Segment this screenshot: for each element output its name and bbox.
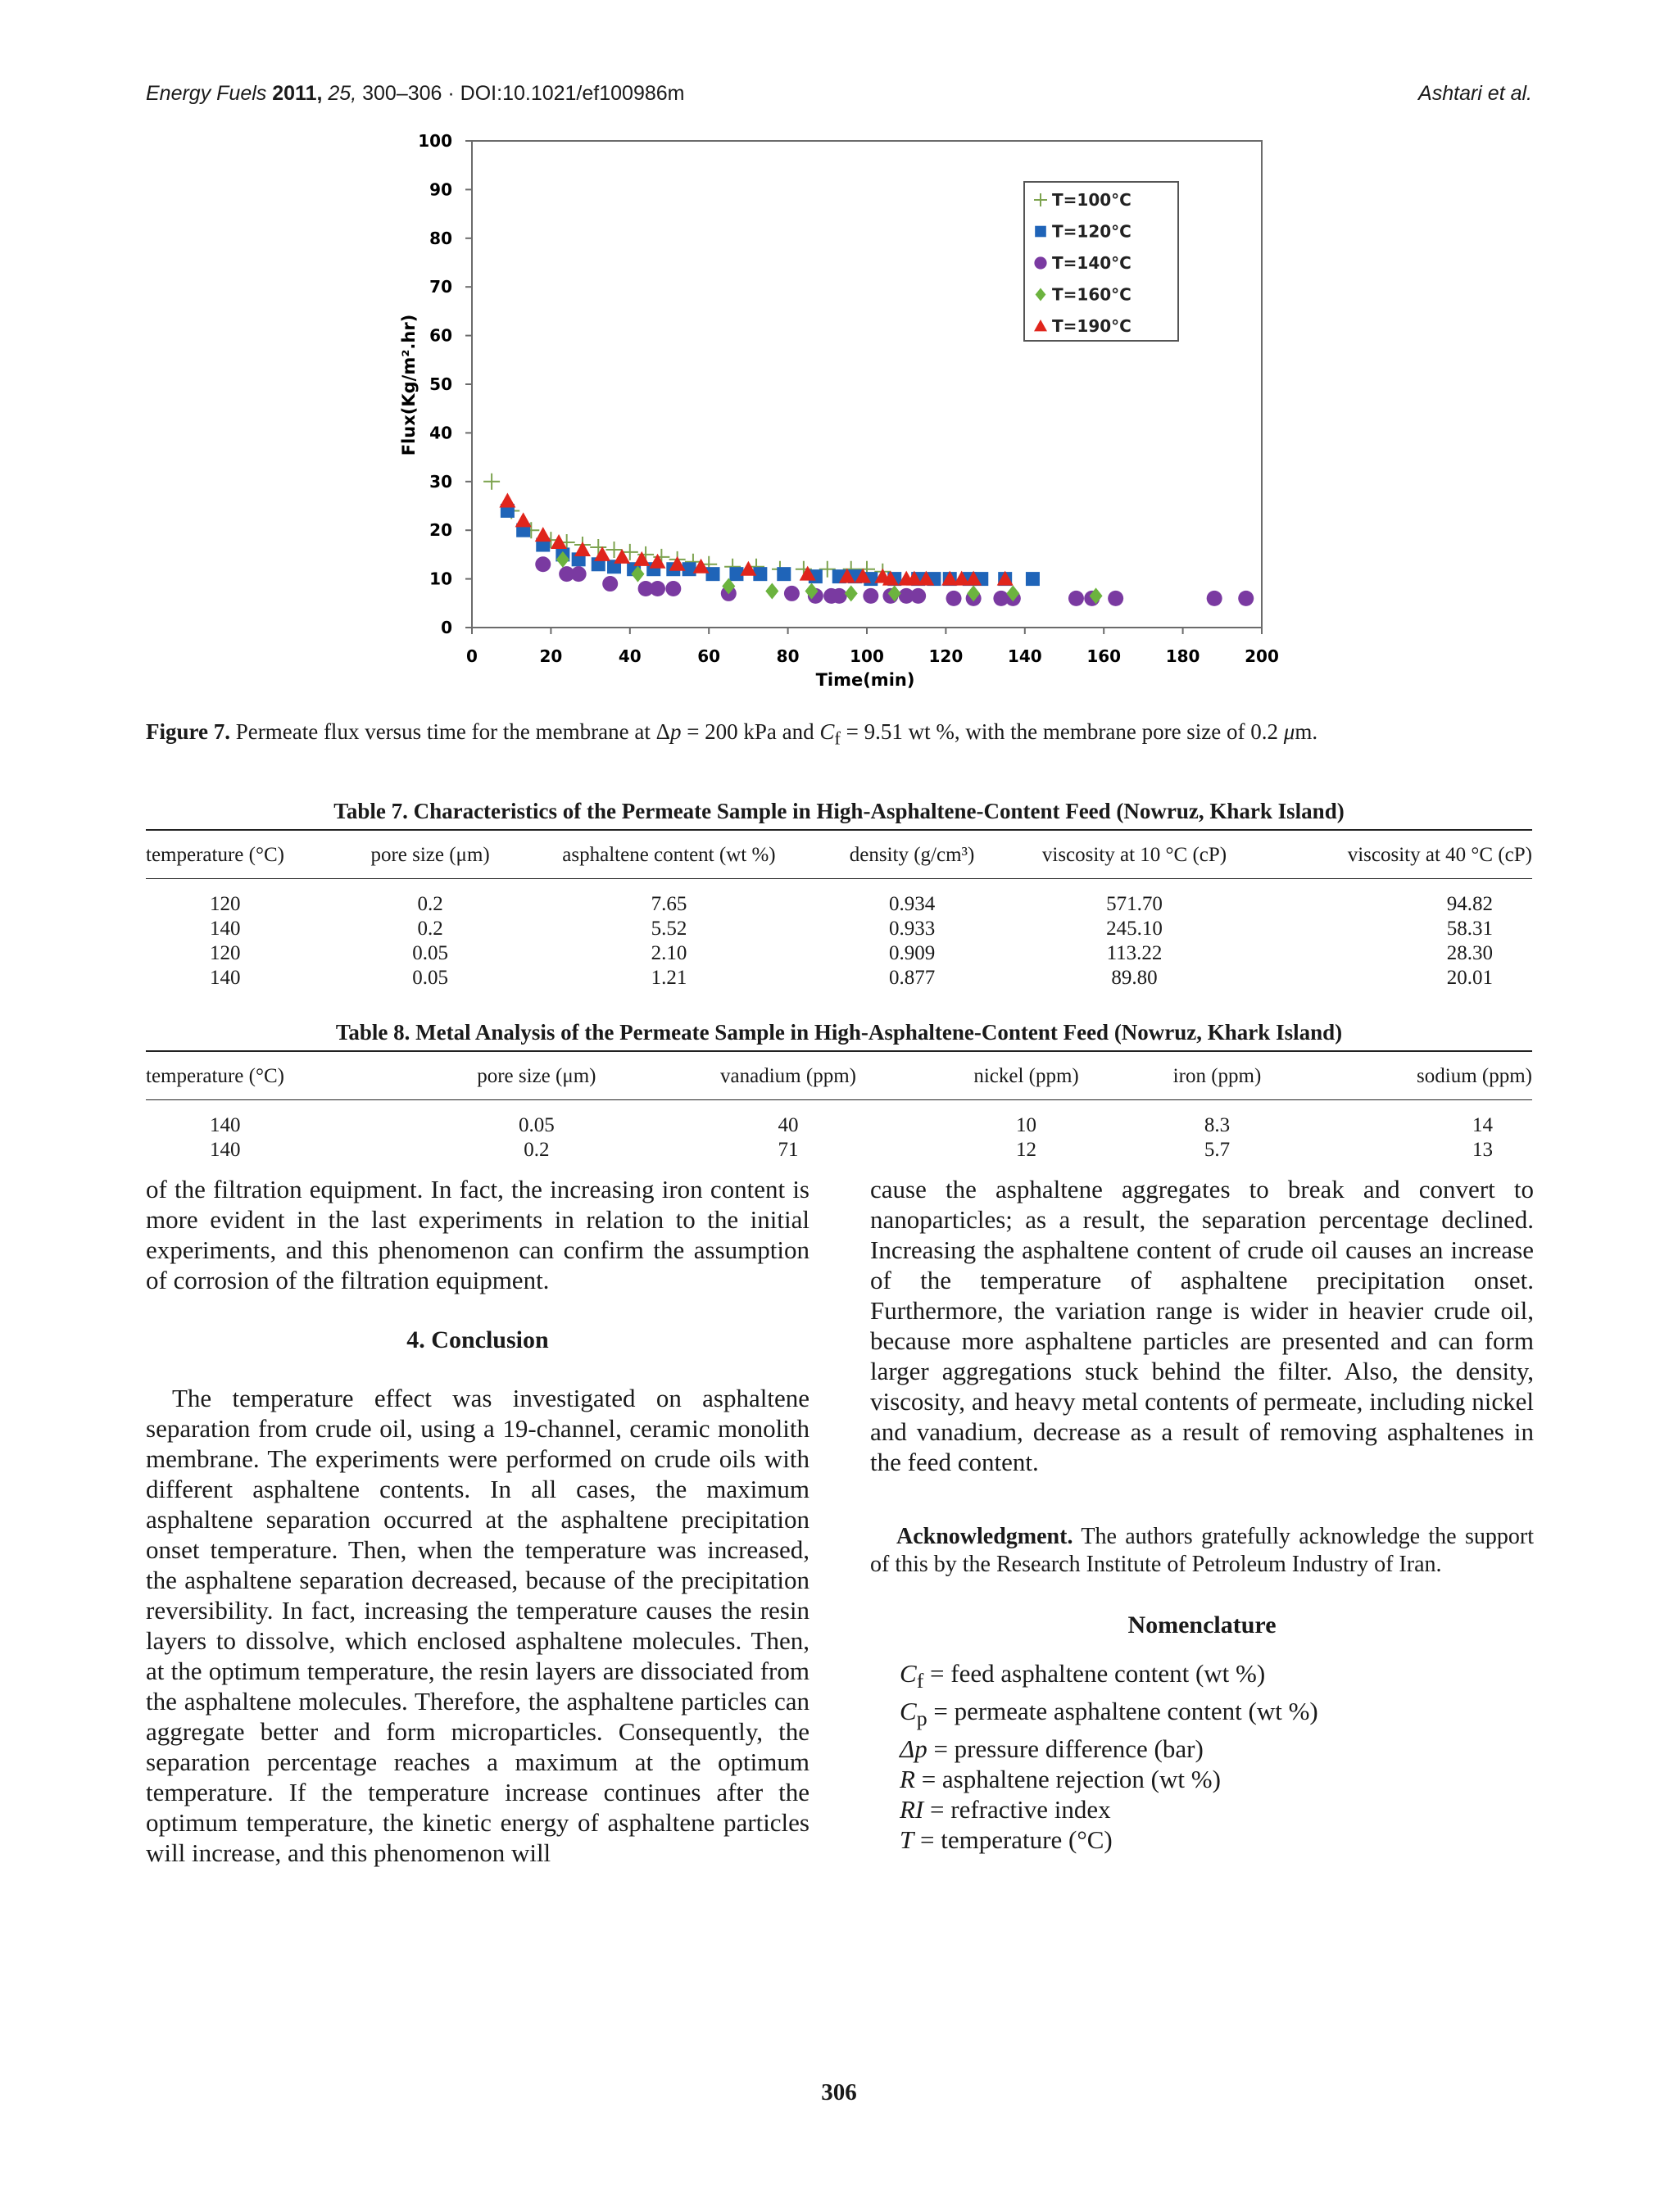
y-tick-label: 40 [429, 423, 452, 443]
authors: Ashtari et al. [1418, 82, 1532, 105]
nomenclature-item [900, 1658, 1534, 1696]
table-cell: 13 [1472, 1139, 1493, 1161]
data-point-triangle [614, 549, 630, 564]
x-tick-label: 100 [850, 646, 884, 666]
table-cell: 140 [210, 1114, 241, 1136]
data-point-circle [863, 588, 878, 604]
data-point-circle [665, 581, 681, 596]
nomenclature-item [900, 1794, 1534, 1824]
journal-pages: 300–306 [362, 82, 442, 105]
caption-var: C [819, 719, 835, 744]
nomenclature-definition: = feed asphaltene content (wt %) [923, 1659, 1266, 1688]
running-header [146, 82, 1532, 115]
table-cell: 7.65 [651, 893, 687, 915]
table-cell: 0.909 [888, 942, 936, 964]
x-tick-label: 160 [1086, 646, 1122, 666]
page-number: 306 [821, 2079, 857, 2105]
nomenclature-symbol: RI [900, 1795, 924, 1824]
y-tick-label: 60 [429, 325, 452, 346]
nomenclature-item [900, 1734, 1534, 1764]
y-tick-label: 100 [418, 131, 452, 151]
data-point-triangle [535, 527, 551, 542]
table-cell: 20.01 [1446, 967, 1493, 989]
table-cell: 5.7 [1204, 1139, 1231, 1161]
nomenclature-item [900, 1824, 1534, 1855]
table7-header-cell: viscosity at 10 °C (cP) [1002, 830, 1268, 879]
x-axis-label: Time(min) [815, 670, 915, 690]
right-paragraph: cause the asphaltene aggregates to break and convert to nanoparticles; as a result, the separation percentage declined. Increasing the asphaltene content of crude oil causes an increase of the temperature of asphaltene precipitation onset. Furthermore, the variation range is wider in heavier crude oil, because more asphaltene particles are presented and can form larger aggregations stuck behind the filter. Also, the density, viscosity, and heavy metal contents of permeate, including nickel and vanadium, decrease as a result of removing asphaltenes in the feed content. [870, 1175, 1534, 1476]
table-row [146, 879, 1532, 918]
data-point-square [777, 567, 791, 581]
ack-label: Acknowledgment. [896, 1524, 1073, 1549]
table7 [146, 829, 1532, 990]
legend-marker-circle [1034, 256, 1046, 269]
ack-text: The authors gratefully acknowledge the support of this by the Research Institute of Petroleum Industry of Iran. [870, 1524, 1534, 1577]
left-paragraph: of the filtration equipment. In fact, the increasing iron content is more evident in the last experiments in relation to the initial experiments, and this phenomenon can confirm the assumption of corrosion of the filtration equipment. [146, 1175, 810, 1294]
table7-header-cell: temperature (°C) [146, 830, 345, 879]
caption-part: Permeate flux versus time for the membrane at Δ [230, 719, 670, 744]
table7-header-cell: asphaltene content (wt %) [515, 830, 822, 879]
data-point-diamond [765, 582, 778, 599]
data-point-triangle [594, 546, 610, 561]
x-tick-label: 200 [1245, 646, 1279, 666]
journal-name: Energy Fuels [146, 82, 267, 105]
nomenclature-definition: = refractive index [923, 1795, 1111, 1824]
conclusion-paragraph: The temperature effect was investigated on asphaltene separation from crude oil, using a 19-channel, ceramic monolith membrane. The experiments were performed on crude oils with different asphaltene contents. In all cases, the maximum asphaltene separation occurred at the asphaltene precipitation onset temperature. Then, when the temperature was increased, the asphaltene separation decreased, because of the precipitation reversibility. In fact, increasing the temperature causes the resin layers to dissolve, which enclosed asphaltene molecules. Then, at the optimum temperature, the resin layers are dissociated from the asphaltene molecules. Therefore, the asphaltene particles can aggregate better and form microparticles. Consequently, the separation percentage reaches a maximum at the optimum temperature. If the temperature increase continues after the optimum temperature, the kinetic energy of asphaltene particles will increase, and this phenomenon will [146, 1384, 810, 1867]
y-tick-label: 0 [441, 618, 452, 637]
data-point-diamond [845, 585, 858, 601]
table8-title: Table 8. Metal Analysis of the Permeate Sample in High-Asphaltene-Content Feed (Nowruz, Khark Island) [335, 1020, 1343, 1045]
nomenclature-definition: = pressure difference (bar) [927, 1734, 1204, 1764]
y-tick-label: 20 [429, 520, 452, 541]
table-cell: 40 [778, 1114, 799, 1136]
legend-marker-square [1035, 226, 1046, 238]
table-row [146, 941, 1532, 966]
table8-header-cell: sodium (ppm) [1304, 1051, 1532, 1100]
caption-part: m. [1295, 719, 1318, 744]
caption-var: p [669, 719, 682, 744]
table8 [146, 1050, 1532, 1163]
table-cell: 245.10 [1106, 918, 1163, 940]
x-tick-label: 40 [618, 646, 642, 666]
data-point-circle [535, 556, 551, 572]
table-cell: 89.80 [1111, 967, 1158, 989]
y-axis-label: Flux(Kg/m².hr) [399, 314, 419, 456]
data-point-plus [483, 474, 500, 490]
table-cell: 0.933 [888, 918, 936, 940]
figure-caption [146, 719, 1532, 749]
table-cell: 71 [778, 1139, 799, 1161]
table8-header-cell: temperature (°C) [146, 1051, 419, 1100]
table-cell: 0.934 [888, 893, 936, 915]
nomenclature-symbol: Δp [900, 1734, 927, 1764]
data-point-square [1026, 572, 1040, 586]
legend-label: T=160°C [1052, 284, 1132, 305]
data-point-circle [832, 588, 847, 604]
table-cell: 120 [210, 942, 241, 964]
table-cell: 10 [1016, 1114, 1037, 1136]
figure-label: Figure 7. [146, 719, 230, 744]
table-cell: 140 [210, 918, 241, 940]
y-tick-label: 80 [429, 228, 452, 248]
nomenclature-subscript: p [916, 1707, 927, 1731]
caption-part: = 200 kPa and [681, 719, 820, 744]
table-cell: 0.05 [412, 942, 448, 964]
table-cell: 0.2 [524, 1139, 550, 1161]
table-cell: 58.31 [1446, 918, 1493, 940]
y-tick-label: 10 [429, 569, 452, 589]
data-point-circle [602, 576, 618, 592]
data-point-triangle [515, 512, 532, 527]
data-point-circle [784, 586, 800, 601]
data-point-circle [650, 581, 665, 596]
table-cell: 0.2 [417, 918, 443, 940]
table-cell: 28.30 [1446, 942, 1493, 964]
table7-header-cell: viscosity at 40 °C (cP) [1267, 830, 1532, 879]
citation [146, 82, 684, 106]
data-point-circle [910, 588, 926, 604]
data-point-triangle [650, 554, 666, 569]
table-cell: 0.05 [412, 967, 448, 989]
data-point-circle [571, 566, 587, 582]
table-cell: 0.877 [888, 967, 936, 989]
x-tick-label: 180 [1165, 646, 1200, 666]
nomenclature-heading: Nomenclature [1127, 1611, 1277, 1639]
table-row [146, 1138, 1532, 1163]
nomenclature-subscript: f [916, 1669, 924, 1693]
data-point-square [706, 567, 720, 581]
nomenclature-symbol: C [900, 1697, 917, 1726]
legend-label: T=120°C [1052, 221, 1132, 242]
table-cell: 0.2 [417, 893, 443, 915]
data-point-circle [1068, 591, 1084, 606]
data-points [483, 474, 1254, 606]
data-point-circle [946, 591, 962, 606]
caption-var: μ [1283, 719, 1295, 744]
separator: · [447, 82, 455, 105]
x-tick-label: 120 [928, 646, 964, 666]
table8-header-cell: iron (ppm) [1130, 1051, 1304, 1100]
x-tick-label: 80 [776, 646, 800, 666]
table-cell: 94.82 [1446, 893, 1493, 915]
conclusion-heading: 4. Conclusion [406, 1326, 549, 1353]
table-cell: 113.22 [1106, 942, 1163, 964]
nomenclature-definition: = temperature (°C) [914, 1825, 1113, 1855]
right-column [870, 1174, 1534, 1855]
nomenclature-symbol: T [900, 1825, 914, 1855]
legend-label: T=100°C [1052, 190, 1132, 210]
table7-title: Table 7. Characteristics of the Permeate Sample in High-Asphaltene-Content Feed (Nowruz, Khark Island) [333, 799, 1345, 823]
data-point-circle [1108, 591, 1123, 606]
table-cell: 0.05 [518, 1114, 555, 1136]
table-cell: 120 [210, 893, 241, 915]
x-tick-label: 60 [697, 646, 721, 666]
table-row [146, 1100, 1532, 1139]
nomenclature-definition: = permeate asphaltene content (wt %) [927, 1697, 1318, 1726]
table-cell: 140 [210, 1139, 241, 1161]
nomenclature-list [870, 1658, 1534, 1855]
table-cell: 5.52 [651, 918, 687, 940]
y-tick-label: 50 [429, 374, 452, 394]
flux-chart [377, 123, 1295, 696]
data-point-circle [1238, 591, 1254, 606]
table-cell: 2.10 [651, 942, 687, 964]
caption-part: = 9.51 wt %, with the membrane pore size of 0.2 [840, 719, 1284, 744]
nomenclature-definition: = asphaltene rejection (wt %) [914, 1765, 1221, 1794]
y-tick-label: 70 [429, 277, 452, 297]
x-tick-label: 0 [466, 646, 478, 666]
table7-header-cell: density (g/cm³) [822, 830, 1001, 879]
caption-sub: f [834, 728, 841, 749]
table-cell: 12 [1016, 1139, 1037, 1161]
table8-header-cell: pore size (μm) [419, 1051, 654, 1100]
nomenclature-item [900, 1696, 1534, 1734]
nomenclature-item [900, 1764, 1534, 1794]
acknowledgment [870, 1523, 1534, 1579]
legend-label: T=190°C [1052, 316, 1132, 336]
journal-volume: 25, [328, 82, 357, 105]
doi: DOI:10.1021/ef100986m [460, 82, 685, 105]
data-point-triangle [574, 542, 591, 556]
table8-header-cell: vanadium (ppm) [654, 1051, 923, 1100]
table-cell: 571.70 [1106, 893, 1163, 915]
nomenclature-symbol: R [900, 1765, 915, 1794]
table-cell: 14 [1472, 1114, 1493, 1136]
data-point-circle [1207, 591, 1222, 606]
legend-label: T=140°C [1052, 253, 1132, 273]
y-tick-label: 30 [429, 471, 452, 492]
journal-year: 2011, [272, 82, 323, 105]
x-tick-label: 20 [539, 646, 563, 666]
data-point-triangle [499, 493, 515, 508]
table-row [146, 966, 1532, 990]
table-row [146, 917, 1532, 941]
y-tick-label: 90 [429, 179, 452, 200]
table-cell: 8.3 [1204, 1114, 1231, 1136]
table7-header-cell: pore size (μm) [345, 830, 516, 879]
table8-header-cell: nickel (ppm) [923, 1051, 1131, 1100]
table-cell: 1.21 [651, 967, 687, 989]
left-column [146, 1174, 810, 1868]
table-cell: 140 [210, 967, 241, 989]
data-point-triangle [633, 551, 650, 566]
nomenclature-symbol: C [900, 1659, 917, 1688]
chart-legend [1024, 182, 1178, 341]
x-tick-label: 140 [1007, 646, 1042, 666]
